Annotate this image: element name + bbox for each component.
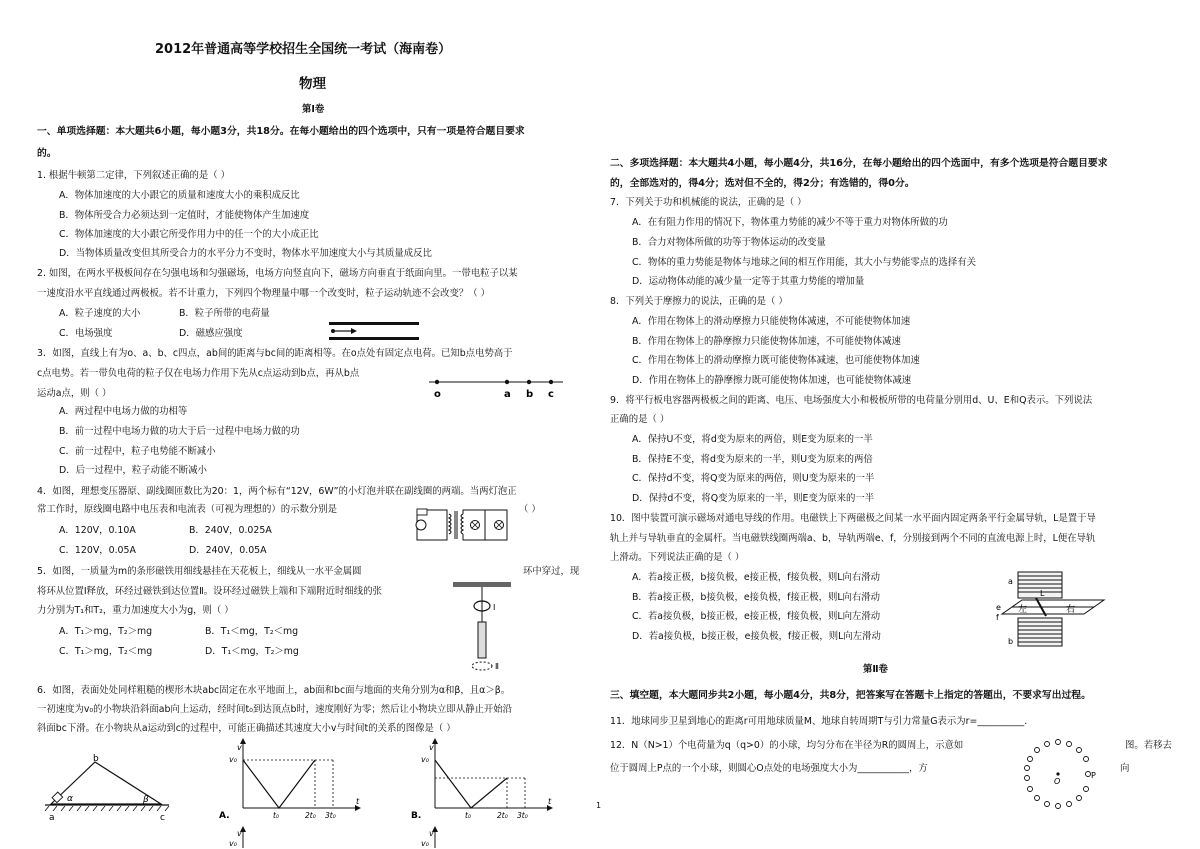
q5-stem-line3: 力分别为T₁和T₂，重力加速度大小为g，则（ ） <box>37 605 234 616</box>
subject-title: 物理 <box>299 76 326 92</box>
q6b-axis-t: t <box>548 797 552 806</box>
q4-stem-line2: 常工作时，原线圈电路中电压表和电流表（可视为理想的）的示数分别是 <box>37 504 338 515</box>
q6-label-alpha: α <box>67 794 73 804</box>
q7-option-b: B．合力对物体所做的功等于物体运动的改变量 <box>632 237 826 248</box>
q8-stem: 8．下列关于摩擦力的说法，正确的是（ ） <box>610 296 788 307</box>
q10-label-right: 右 <box>1066 605 1076 615</box>
q10-option-a: A．若a接正极，b接负极，e接正极，f接负极，则L向右滑动 <box>632 572 881 583</box>
q9-option-c: C．保持d不变，将Q变为原来的两倍，则U变为原来的一半 <box>632 473 875 484</box>
q5-option-d: D．T₁＜mg，T₂＞mg <box>205 646 299 657</box>
q4-transformer-figure <box>413 500 513 550</box>
q6b-axis-v: v <box>429 743 434 752</box>
q6b-axis-v0: v₀ <box>421 755 429 764</box>
q5-position-2: Ⅱ <box>495 662 499 671</box>
q12-label-P: P <box>1091 771 1096 780</box>
q10-option-b: B．若a接正极，b接负极，e接负极，f接正极，则L向右滑动 <box>632 592 881 603</box>
q10-label-L: L <box>1040 589 1045 598</box>
q4-option-a: A．120V，0.10A <box>59 525 136 536</box>
q10-option-d: D．若a接负极，b接正极，e接负极，f接正极，则L向左滑动 <box>632 631 881 642</box>
q6a-option-label: A. <box>219 811 230 821</box>
q2-stem-line2: 一速度沿水平直线通过两极板。若不计重力，下列四个物理量中哪一个改变时，粒子运动轨迹不会改变？（ ） <box>37 288 490 299</box>
q4-stem-bracket: （ ） <box>519 504 541 515</box>
q6d-axis-v0: v₀ <box>421 839 429 848</box>
part2-heading: 第Ⅱ卷 <box>863 664 888 675</box>
q1-option-c: C．物体加速度的大小跟它所受作用力中的任一个的大小成正比 <box>59 229 319 240</box>
q10-stem-line1: 10．图中装置可演示磁场对通电导线的作用。电磁铁上下两磁极之间某一水平面内固定两条平行金属导轨，L是置于导 <box>610 513 1096 524</box>
section1-heading-cont: 的。 <box>37 148 57 159</box>
q12-label-O: O <box>1054 777 1061 786</box>
q5-option-b: B．T₁＜mg，T₂＜mg <box>205 626 299 637</box>
q2-option-d: D．磁感应强度 <box>179 328 243 339</box>
q12-stem-line2a: 位于圆周上P点的一个小球，则圆心O点处的电场强度大小为___________，方 <box>610 763 928 774</box>
q1-option-d: D．当物体质量改变但其所受合力的水平分力不变时，物体水平加速度大小与其质量成反比 <box>59 248 432 259</box>
q6a-axis-t: t <box>356 797 360 806</box>
q6b-tick-t0: t₀ <box>465 811 471 820</box>
q4-option-d: D．240V，0.05A <box>189 545 267 556</box>
q1-option-a: A．物体加速度的大小跟它的质量和速度大小的乘积成反比 <box>59 190 300 201</box>
q1-stem: 1. 根据牛顿第二定律，下列叙述正确的是（ ） <box>37 170 231 181</box>
q6d-axis-v: v <box>429 829 434 838</box>
q3-stem-line3: 运动a点，则（ ） <box>37 388 112 399</box>
q9-stem-line1: 9．将平行板电容器两极板之间的距离、电压、电场强度大小和极板所带的电荷量分别用d、U、E和Q表示。下列说法 <box>610 395 1093 406</box>
section3-heading: 三、填空题，本大题同步共2小题，每小题4分，共8分，把答案写在答题卡上指定的答题出，不要求写出过程。 <box>610 690 1091 701</box>
q3-option-d: D．后一过程中，粒子动能不断减小 <box>59 465 207 476</box>
q10-label-left: 左 <box>1018 605 1028 615</box>
q8-option-a: A．作用在物体上的滑动摩擦力只能使物体减速，不可能使物体加速 <box>632 316 911 327</box>
q6-wedge-figure <box>43 752 173 822</box>
q3-stem-line2: c点电势。若一带负电荷的粒子仅在电场力作用下先从c点运动到b点，再从b点 <box>37 368 360 379</box>
q7-option-a: A．在有阻力作用的情况下，物体重力势能的减少不等于重力对物体所做的功 <box>632 217 948 228</box>
q6c-axis-v0: v₀ <box>229 839 237 848</box>
q3-option-c: C．前一过程中，粒子电势能不断减小 <box>59 446 216 457</box>
q2-stem-line1: 2. 如图，在两水平极板间存在匀强电场和匀强磁场，电场方向竖直向下，磁场方向垂直于纸面向里。一带电粒子以某 <box>37 268 518 279</box>
q9-stem-line2: 正确的是（ ） <box>610 414 670 425</box>
q5-magnet-figure <box>449 580 529 676</box>
q4-option-c: C．120V，0.05A <box>59 545 136 556</box>
q2-option-a: A．粒子速度的大小 <box>59 308 141 319</box>
q4-option-b: B．240V，0.025A <box>189 525 272 536</box>
q8-option-d: D．作用在物体上的静摩擦力既可能使物体加速，也可能使物体减速 <box>632 375 912 386</box>
section2-heading-cont: 的，全部选对的，得4分；选对但不全的，得2分；有选错的，得0分。 <box>610 178 915 189</box>
q5-option-c: C．T₁＞mg，T₂＜mg <box>59 646 153 657</box>
q12-stem-line2b: 向 <box>1120 763 1130 774</box>
q7-stem: 7．下列关于功和机械能的说法，正确的是（ ） <box>610 197 807 208</box>
q6-label-beta: β <box>143 795 149 805</box>
q9-option-a: A．保持U不变，将d变为原来的两倍，则E变为原来的一半 <box>632 434 873 445</box>
q3-label-c: c <box>548 389 554 400</box>
q6-stem-line2: 一初速度为v₀的小物块沿斜面ab向上运动，经时间t₀到达顶点b时，速度刚好为零；然后让小物块立即从静止开始沿 <box>37 704 513 715</box>
q11-text: 11．地球同步卫星到地心的距离r可用地球质量M、地球自转周期T与引力常量G表示为r=__________. <box>610 716 1028 727</box>
q3-option-b: B．前一过程中电场力做的功大于后一过程中电场力做的功 <box>59 426 300 437</box>
q6a-tick-2t0: 2t₀ <box>305 811 316 820</box>
q6-stem-line1: 6．如图，表面处处同样粗糙的楔形木块abc固定在水平地面上，ab面和bc面与地面的夹角分别为α和β，且α＞β。 <box>37 685 511 696</box>
q3-option-a: A．两过程中电场力做的功相等 <box>59 406 188 417</box>
q9-option-b: B．保持E不变，将d变为原来的一半，则U变为原来的两倍 <box>632 454 873 465</box>
q9-option-d: D．保持d不变，将Q变为原来的一半，则E变为原来的一半 <box>632 493 875 504</box>
q8-option-c: C．作用在物体上的滑动摩擦力既可能使物体减速，也可能使物体加速 <box>632 355 920 366</box>
q12-stem-line1b: 图。若移去 <box>1125 740 1172 751</box>
q2-plates-figure <box>325 320 423 342</box>
q10-label-f: f <box>996 613 999 622</box>
q2-option-b: B．粒子所带的电荷量 <box>179 308 270 319</box>
q7-option-d: D．运动物体动能的减少量一定等于其重力势能的增加量 <box>632 276 865 287</box>
q10-option-c: C．若a接负极，b接正极，e接正极，f接负极，则L向左滑动 <box>632 611 881 622</box>
q12-stem-line1a: 12．N（N>1）个电荷量为q（q>0）的小球，均匀分布在半径为R的圆周上，示意如 <box>610 740 964 751</box>
q4-stem-line1: 4．如图，理想变压器原、副线圈匝数比为20：1，两个标有“12V，6W”的小灯泡并联在副线圈的两端。当两灯泡正 <box>37 486 517 497</box>
q1-option-b: B．物体所受合力必须达到一定值时，才能使物体产生加速度 <box>59 210 310 221</box>
q10-stem-line2: 轨上并与导轨垂直的金属杆。当电磁铁线圈两端a、b，导轨两端e、f，分别接到两个不同的直流电源上时，L便在导轨 <box>610 533 1096 544</box>
q3-label-b: b <box>526 389 534 400</box>
q3-label-o: o <box>434 389 441 400</box>
section2-heading: 二、多项选择题：本大题共4小题，每小题4分，共16分，在每小题给出的四个选面中，有多个选项是符合题目要求 <box>610 158 1108 169</box>
q10-label-e: e <box>996 603 1001 612</box>
q10-label-a: a <box>1008 577 1013 586</box>
q6b-tick-2t0: 2t₀ <box>497 811 508 820</box>
q6-graph-a <box>217 738 367 823</box>
q10-electromagnet-figure <box>982 564 1112 654</box>
part1-heading: 第Ⅰ卷 <box>302 104 325 115</box>
q7-option-c: C．物体的重力势能是物体与地球之间的相互作用能，其大小与势能零点的选择有关 <box>632 257 977 268</box>
q3-stem-line1: 3．如图，直线上有为o、a、b、c四点，ab间的距离与bc间的距离相等。在o点处有固定点电荷。已知b点电势高于 <box>37 348 513 359</box>
q6c-axis-v: v <box>237 829 242 838</box>
q5-option-a: A．T₁＞mg，T₂＞mg <box>59 626 153 637</box>
page-number: 1 <box>596 801 602 810</box>
q6-graph-c-partial <box>217 826 257 848</box>
q2-option-c: C．电场强度 <box>59 328 113 339</box>
q6a-tick-3t0: 3t₀ <box>325 811 336 820</box>
section1-heading: 一、单项选择题：本大题共6小题，每小题3分，共18分。在每小题给出的四个选项中，只有一项是符合题目要求 <box>37 126 525 137</box>
q5-stem-line1a: 5．如图，一质量为m的条形磁铁用细线悬挂在天花板上，细线从一水平金属圆 <box>37 566 362 577</box>
q6a-axis-v0: v₀ <box>229 755 237 764</box>
q6b-tick-3t0: 3t₀ <box>517 811 528 820</box>
q5-position-1: Ⅰ <box>493 603 496 612</box>
q5-stem-line2: 将环从位置Ⅰ释放，环经过磁铁到达位置Ⅱ。设环经过磁铁上端和下端附近时细线的张 <box>37 586 382 597</box>
q6a-tick-t0: t₀ <box>273 811 279 820</box>
q8-option-b: B．作用在物体上的静摩擦力只能使物体加速，不可能使物体减速 <box>632 336 901 347</box>
q6-label-a: a <box>49 813 55 822</box>
q10-stem-line3: 上滑动。下列说法正确的是（ ） <box>610 552 745 563</box>
q3-label-a: a <box>504 389 511 400</box>
q10-label-b: b <box>1008 637 1014 646</box>
q12-charge-ring-figure <box>1018 734 1098 814</box>
q3-line-figure <box>427 374 567 400</box>
q6-graph-d-partial <box>409 826 449 848</box>
q6-stem-line3: 斜面bc下滑。在小物块从a运动到c的过程中，可能正确描述其速度大小v与时间t的关系的图像是（ ） <box>37 723 456 734</box>
q6-graph-b <box>409 738 559 823</box>
q6a-axis-v: v <box>237 743 242 752</box>
exam-title: 2012年普通高等学校招生全国统一考试（海南卷） <box>155 42 452 57</box>
q5-stem-line1b: 环中穿过，现 <box>523 566 580 577</box>
q6b-option-label: B. <box>411 811 422 821</box>
q6-label-c: c <box>160 813 165 822</box>
q6-label-b: b <box>93 754 99 764</box>
